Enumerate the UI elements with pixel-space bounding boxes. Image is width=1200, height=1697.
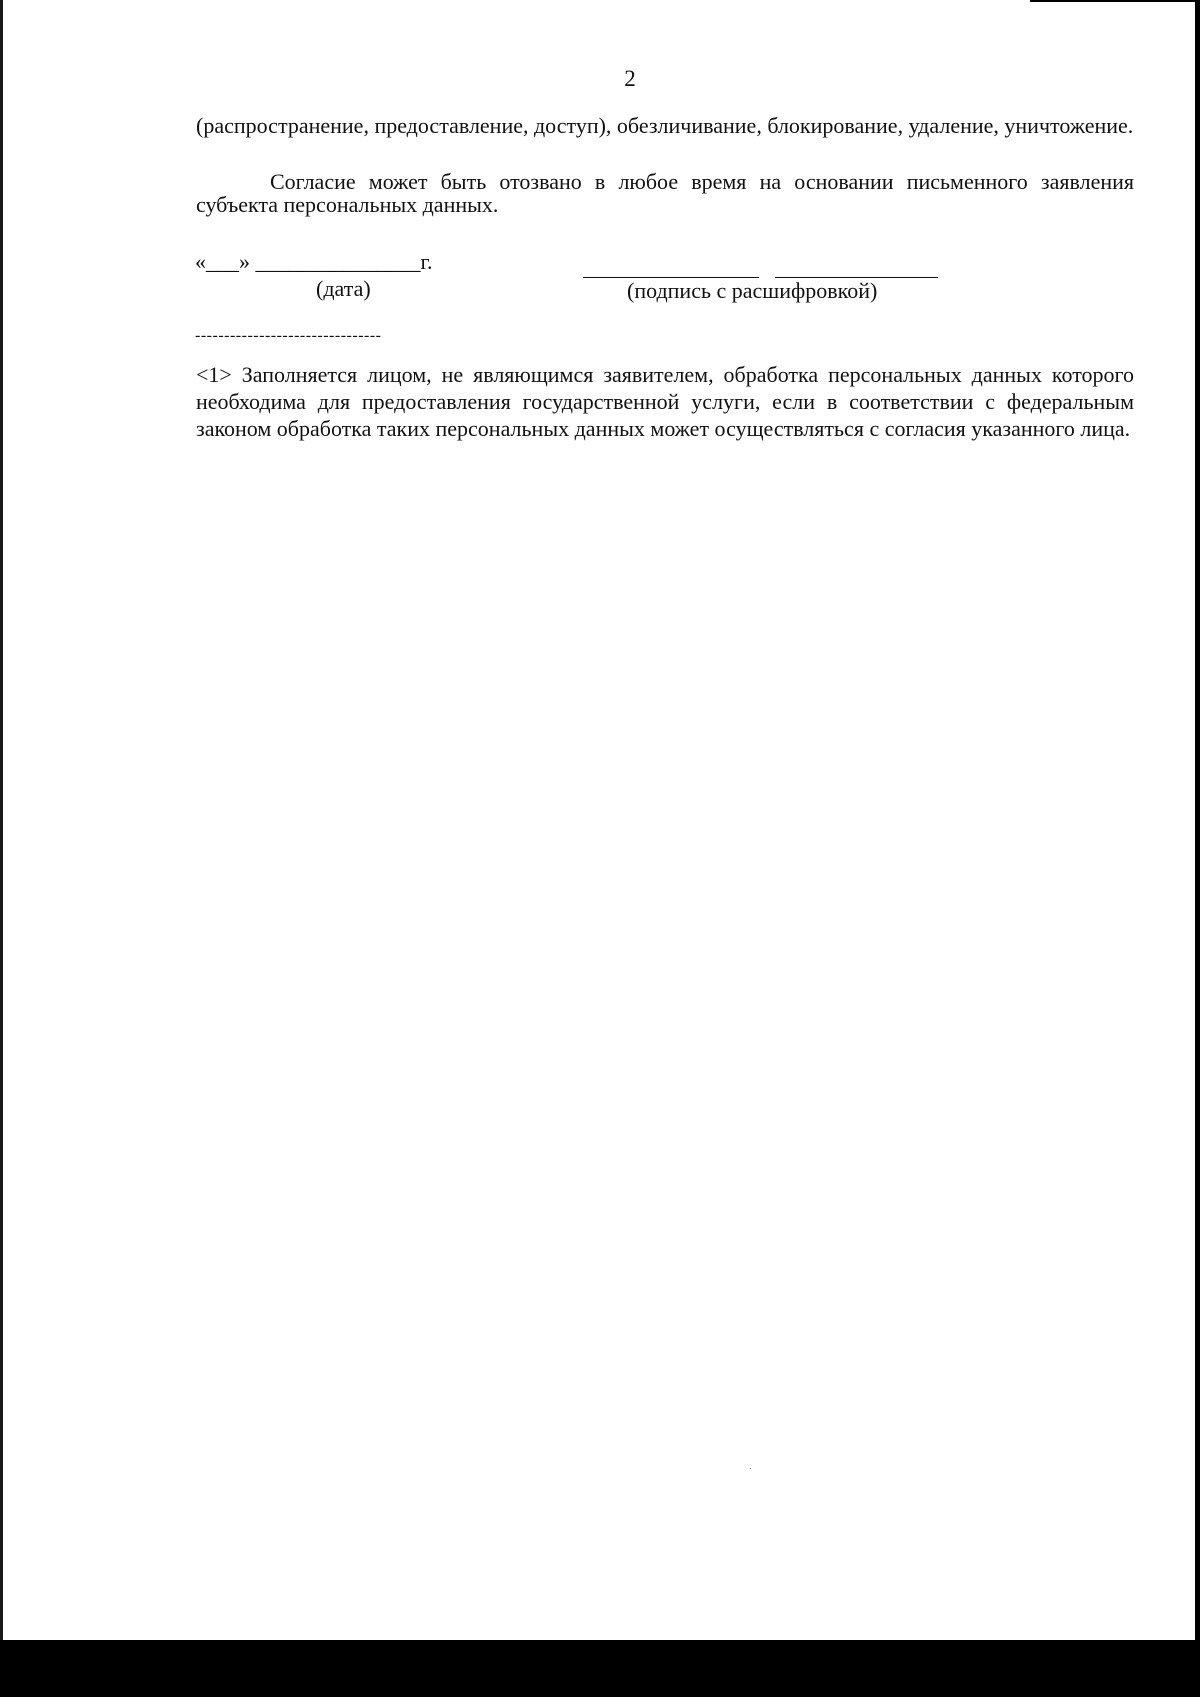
- footnote-text: <1> Заполняется лицом, не являющимся заявителем, обработка персональных данных которого необходима для предоставления государственной услуги, если в соответствии с федеральным законом обработка таких персональных данных может осуществляться с согласия указанного лица.: [196, 362, 1134, 441]
- scan-border-left: [0, 0, 3, 1640]
- page-number: 2: [624, 66, 636, 91]
- date-caption: (дата): [316, 276, 371, 301]
- scan-speck: [750, 1468, 751, 1469]
- signature-caption: (подпись с расшифровкой): [627, 278, 878, 303]
- scan-border-bottom: [0, 1640, 1200, 1697]
- scan-border-right: [1195, 0, 1200, 1640]
- footnote-separator: --------------------------------: [195, 327, 382, 344]
- body-paragraph-1: (распространение, предоставление, доступ), обезличивание, блокирование, удаление, уничтожение.: [196, 113, 1134, 138]
- body-paragraph-2: Согласие может быть отозвано в любое время на основании письменного заявления субъекта персональных данных.: [196, 169, 1134, 217]
- scan-border-top: [1030, 0, 1200, 2]
- date-field: «___» _______________г.: [195, 249, 433, 274]
